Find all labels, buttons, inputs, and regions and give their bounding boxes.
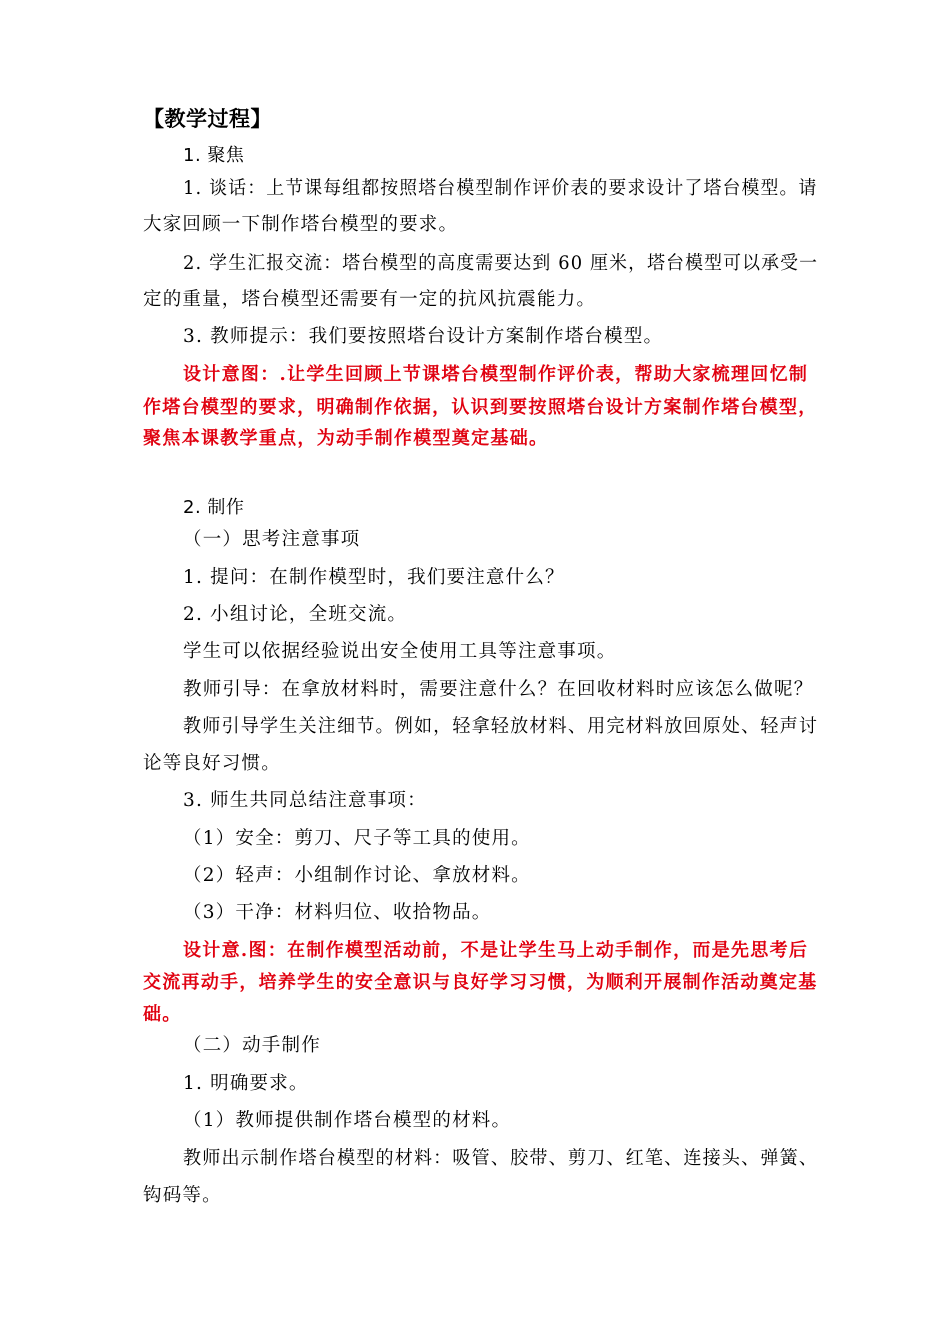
make-requirement1a: （1）教师提供制作塔台模型的材料。 [183,1110,512,1131]
make-heading: 2. 制作 [183,497,245,518]
make-intent-line2: 交流再动手，培养学生的安全意识与良好学习习惯，为顺利开展制作活动奠定基 [143,972,818,993]
make-requirement1b-line2: 钩码等。 [143,1185,222,1206]
make-p3-line1: 教师引导学生关注细节。例如，轻拿轻放材料、用完材料放回原处、轻声讨 [183,716,819,737]
make-q2: 2. 小组讨论，全班交流。 [183,604,408,625]
make-intent-line3: 础。 [143,1004,182,1025]
make-requirement1: 1. 明确要求。 [183,1073,309,1094]
focus-intent-line1: 设计意图：.让学生回顾上节课塔台模型制作评价表，帮助大家梳理回忆制 [183,364,809,385]
focus-item2-line2: 定的重量，塔台模型还需要有一定的抗风抗震能力。 [143,289,597,310]
make-note1: （1）安全：剪刀、尺子等工具的使用。 [183,828,531,849]
make-note3: （3）干净：材料归位、收拾物品。 [183,902,492,923]
make-q1: 1. 提问：在制作模型时，我们要注意什么？ [183,567,565,588]
focus-item1-line1: 1. 谈话：上节课每组都按照塔台模型制作评价表的要求设计了塔台模型。请 [183,178,818,199]
make-p3-line2: 论等良好习惯。 [143,753,281,774]
make-p1: 学生可以依据经验说出安全使用工具等注意事项。 [183,641,617,662]
focus-heading: 1. 聚焦 [183,145,245,166]
make-p2: 教师引导：在拿放材料时，需要注意什么？在回收材料时应该怎么做呢？ [183,679,814,700]
focus-item3: 3. 教师提示：我们要按照塔台设计方案制作塔台模型。 [183,326,664,347]
focus-item2-line1: 2. 学生汇报交流：塔台模型的高度需要达到 60 厘米，塔台模型可以承受一 [183,253,819,274]
make-requirement1b-line1: 教师出示制作塔台模型的材料：吸管、胶带、剪刀、红笔、连接头、弹簧、 [183,1148,819,1169]
make-sub2: （二）动手制作 [183,1035,321,1056]
focus-intent-line3: 聚焦本课教学重点，为动手制作模型奠定基础。 [143,428,549,449]
make-intent-line1: 设计意.图：在制作模型活动前，不是让学生马上动手制作，而是先思考后 [183,940,809,961]
make-note2: （2）轻声：小组制作讨论、拿放材料。 [183,865,531,886]
section-title: 【教学过程】 [143,107,272,131]
make-q3: 3. 师生共同总结注意事项： [183,790,427,811]
focus-item1-line2: 大家回顾一下制作塔台模型的要求。 [143,214,459,235]
focus-intent-line2: 作塔台模型的要求，明确制作依据，认识到要按照塔台设计方案制作塔台模型， [143,397,818,418]
make-sub1: （一）思考注意事项 [183,529,361,550]
